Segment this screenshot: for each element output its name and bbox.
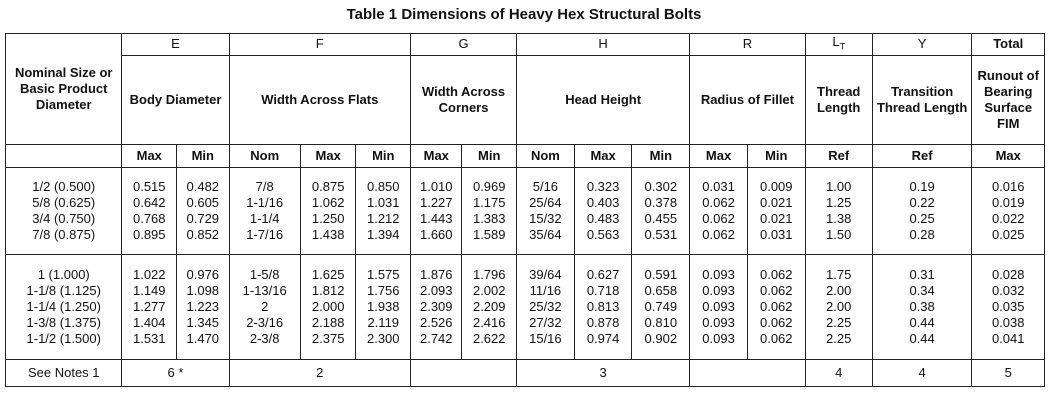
table-cell: 1.938	[366, 298, 400, 314]
table-cell: 0.021	[759, 194, 793, 210]
nominal-size-header: Nominal Size or Basic Product Diameter	[6, 34, 122, 145]
table-cell: 2.742	[419, 330, 453, 346]
table-cell: 2.622	[472, 330, 506, 346]
table-cell: 0.658	[644, 282, 678, 298]
table-cell: 2.093	[419, 282, 453, 298]
notes-y: 4	[872, 359, 972, 386]
table-cell: 0.22	[909, 194, 935, 210]
notes-f: 2	[229, 359, 411, 386]
h-nom-cell	[517, 167, 575, 254]
table-cell: 1.50	[826, 226, 852, 242]
table-body	[6, 34, 1045, 387]
table-cell: 1-3/8 (1.375)	[26, 314, 101, 330]
table-cell: 39/64	[529, 266, 562, 282]
width-across-corners-header: Width Across Corners	[411, 55, 517, 144]
table-cell: 2.25	[826, 330, 852, 346]
table-cell: 2.375	[311, 330, 345, 346]
h-min-cell	[632, 167, 690, 254]
table-cell: 7/8 (0.875)	[32, 226, 96, 242]
h-max-cell	[574, 254, 632, 359]
table-cell: 0.025	[991, 226, 1025, 242]
r-max-cell	[690, 167, 748, 254]
table-cell: 1.38	[826, 210, 852, 226]
table-cell: 1.876	[419, 266, 453, 282]
g-max-cell	[411, 167, 462, 254]
h-max-cell	[574, 167, 632, 254]
table-cell: 0.976	[186, 266, 220, 282]
table-cell: 0.062	[759, 314, 793, 330]
notes-label: See Notes 1	[6, 359, 122, 386]
table-cell: 0.021	[759, 210, 793, 226]
table-cell: 2.000	[311, 298, 345, 314]
table-cell: 0.455	[644, 210, 678, 226]
table-cell: 0.062	[702, 210, 735, 226]
table-cell: 2.188	[311, 314, 345, 330]
table-cell: 1-5/8	[249, 266, 280, 282]
lt-ref-cell	[805, 167, 872, 254]
table-cell: 0.482	[186, 178, 220, 194]
table-cell: 2-3/16	[246, 314, 284, 330]
table-cell: 1.098	[186, 282, 220, 298]
sub-header-h-min: Min	[632, 144, 690, 167]
table-cell: 1-1/2 (1.500)	[26, 330, 101, 346]
sub-header-blank	[6, 144, 122, 167]
sub-header-r-max: Max	[690, 144, 748, 167]
table-cell: 0.062	[759, 298, 793, 314]
table-cell: 0.563	[586, 226, 620, 242]
table-cell: 2.002	[472, 282, 506, 298]
col-letter-r: R	[690, 34, 805, 56]
e-max-cell	[122, 167, 177, 254]
col-letter-y: Y	[872, 34, 972, 56]
table-cell: 0.605	[186, 194, 220, 210]
table-cell: 1.756	[366, 282, 400, 298]
h-nom-cell	[517, 254, 575, 359]
table-cell: 25/64	[529, 194, 562, 210]
table-cell: 1.531	[132, 330, 166, 346]
radius-of-fillet-header: Radius of Fillet	[690, 55, 805, 144]
lt-subscript: T	[839, 41, 846, 52]
table-cell: 0.902	[644, 330, 678, 346]
transition-thread-length-header: Transition Thread Length	[872, 55, 972, 144]
table-cell: 2.526	[419, 314, 453, 330]
table-cell: 0.810	[644, 314, 678, 330]
f-nom-cell	[229, 167, 300, 254]
table-cell: 0.38	[909, 298, 935, 314]
table-cell: 0.813	[586, 298, 620, 314]
runout-header: Runout of Bearing Surface FIM	[972, 55, 1045, 144]
group-1-row	[6, 167, 1045, 254]
table-cell: 1.625	[311, 266, 345, 282]
sub-header-f-max: Max	[300, 144, 356, 167]
e-min-cell	[177, 254, 229, 359]
table-cell: 1.438	[311, 226, 345, 242]
table-cell: 0.749	[644, 298, 678, 314]
table-cell: 1/2 (0.500)	[32, 178, 96, 194]
g-max-cell	[411, 254, 462, 359]
table-cell: 0.323	[586, 178, 620, 194]
table-cell: 2	[261, 298, 269, 314]
header-row-letters	[6, 34, 1045, 56]
table-cell: 35/64	[529, 226, 562, 242]
table-cell: 0.729	[186, 210, 220, 226]
total-max-cell	[972, 254, 1045, 359]
table-cell: 0.032	[991, 282, 1025, 298]
table-cell: 25/32	[529, 298, 562, 314]
r-max-cell	[690, 254, 748, 359]
r-min-cell	[747, 254, 805, 359]
y-ref-cell	[872, 167, 972, 254]
table-cell: 1-1/4	[249, 210, 280, 226]
table-cell: 0.403	[586, 194, 620, 210]
table-cell: 5/16	[532, 178, 559, 194]
notes-row	[6, 359, 1045, 386]
table-cell: 0.515	[132, 178, 166, 194]
table-cell: 1.660	[419, 226, 453, 242]
f-nom-cell	[229, 254, 300, 359]
table-cell: 0.718	[586, 282, 620, 298]
table-cell: 27/32	[529, 314, 562, 330]
y-ref-cell	[872, 254, 972, 359]
table-cell: 2.00	[826, 282, 852, 298]
table-cell: 0.093	[702, 266, 735, 282]
table-cell: 0.44	[909, 330, 935, 346]
table-cell: 11/16	[529, 282, 562, 298]
notes-g	[411, 359, 517, 386]
table-cell: 2.00	[826, 298, 852, 314]
dimensions-table	[5, 33, 1045, 387]
table-cell: 1 (1.000)	[37, 266, 90, 282]
table-cell: 0.035	[991, 298, 1025, 314]
table-cell: 0.093	[702, 330, 735, 346]
table-cell: 0.895	[132, 226, 166, 242]
sub-header-y-ref: Ref	[872, 144, 972, 167]
table-cell: 1.75	[826, 266, 852, 282]
f-min-cell	[356, 254, 411, 359]
notes-e: 6 *	[122, 359, 229, 386]
table-cell: 1.575	[366, 266, 400, 282]
f-max-cell	[300, 167, 356, 254]
table-cell: 0.28	[909, 226, 935, 242]
col-letter-f: F	[229, 34, 411, 56]
e-min-cell	[177, 167, 229, 254]
table-cell: 0.038	[991, 314, 1025, 330]
table-cell: 0.009	[759, 178, 793, 194]
table-cell: 0.031	[702, 178, 735, 194]
table-cell: 0.062	[759, 330, 793, 346]
table-cell: 1.250	[311, 210, 345, 226]
table-cell: 2.300	[366, 330, 400, 346]
table-cell: 2.209	[472, 298, 506, 314]
size-cell	[6, 167, 122, 254]
col-letter-g: G	[411, 34, 517, 56]
sub-header-f-nom: Nom	[229, 144, 300, 167]
table-cell: 1.031	[366, 194, 400, 210]
table-cell: 1.277	[132, 298, 166, 314]
table-cell: 0.768	[132, 210, 166, 226]
table-cell: 1-1/8 (1.125)	[26, 282, 101, 298]
table-cell: 1.00	[826, 178, 852, 194]
table-cell: 1.010	[419, 178, 453, 194]
table-cell: 0.19	[909, 178, 935, 194]
table-cell: 0.022	[991, 210, 1025, 226]
header-row-sub	[6, 144, 1045, 167]
table-cell: 2.119	[367, 314, 400, 330]
sub-header-e-max: Max	[122, 144, 177, 167]
table-cell: 0.093	[702, 314, 735, 330]
table-cell: 1.175	[472, 194, 506, 210]
table-cell: 0.378	[644, 194, 678, 210]
table-cell: 0.093	[702, 298, 735, 314]
table-cell: 0.483	[586, 210, 620, 226]
r-min-cell	[747, 167, 805, 254]
table-cell: 0.531	[644, 226, 678, 242]
table-cell: 1.812	[311, 282, 345, 298]
f-min-cell	[356, 167, 411, 254]
table-cell: 1.223	[186, 298, 220, 314]
h-min-cell	[632, 254, 690, 359]
e-max-cell	[122, 254, 177, 359]
col-letter-lt	[805, 34, 872, 56]
table-cell: 1.022	[132, 266, 166, 282]
lt-letter: L	[832, 34, 840, 49]
table-cell: 0.302	[644, 178, 678, 194]
table-title: Table 1 Dimensions of Heavy Hex Structural Bolts	[346, 6, 702, 23]
body-diameter-header: Body Diameter	[122, 55, 229, 144]
sub-header-total-max: Max	[972, 144, 1045, 167]
table-cell: 1.404	[132, 314, 166, 330]
table-cell: 1.227	[419, 194, 453, 210]
table-cell: 0.878	[586, 314, 620, 330]
table-cell: 2.25	[826, 314, 852, 330]
table-cell: 0.974	[586, 330, 620, 346]
table-cell: 1-13/16	[242, 282, 287, 298]
table-cell: 15/32	[529, 210, 562, 226]
table-cell: 1-1/4 (1.250)	[26, 298, 101, 314]
notes-h: 3	[517, 359, 690, 386]
head-height-header: Head Height	[517, 55, 690, 144]
sub-header-f-min: Min	[356, 144, 411, 167]
table-cell: 1.796	[472, 266, 506, 282]
f-max-cell	[300, 254, 356, 359]
table-cell: 0.031	[759, 226, 793, 242]
notes-total: 5	[972, 359, 1045, 386]
table-cell: 1.149	[132, 282, 166, 298]
table-cell: 1.443	[419, 210, 453, 226]
table-cell: 0.019	[991, 194, 1025, 210]
table-cell: 0.642	[132, 194, 166, 210]
table-cell: 2-3/8	[249, 330, 280, 346]
table-cell: 0.969	[472, 178, 506, 194]
total-max-cell	[972, 167, 1045, 254]
sub-header-lt-ref: Ref	[805, 144, 872, 167]
table-cell: 0.25	[909, 210, 935, 226]
notes-lt: 4	[805, 359, 872, 386]
table-cell: 0.062	[759, 266, 793, 282]
table-cell: 5/8 (0.625)	[32, 194, 96, 210]
table-cell: 0.852	[186, 226, 220, 242]
header-row-descriptions	[6, 55, 1045, 144]
table-cell: 3/4 (0.750)	[32, 210, 96, 226]
table-cell: 7/8	[255, 178, 274, 194]
table-cell: 0.041	[991, 330, 1025, 346]
table-cell: 1.383	[472, 210, 506, 226]
table-cell: 0.875	[311, 178, 345, 194]
thread-length-header: Thread Length	[805, 55, 872, 144]
table-cell: 0.062	[702, 194, 735, 210]
table-cell: 0.627	[586, 266, 620, 282]
g-min-cell	[462, 167, 517, 254]
lt-ref-cell	[805, 254, 872, 359]
sub-header-g-max: Max	[411, 144, 462, 167]
sub-header-r-min: Min	[747, 144, 805, 167]
table-cell: 2.416	[472, 314, 506, 330]
table-cell: 0.062	[759, 282, 793, 298]
table-cell: 0.093	[702, 282, 735, 298]
table-cell: 1.394	[366, 226, 400, 242]
table-cell: 1-1/16	[246, 194, 284, 210]
table-cell: 0.062	[702, 226, 735, 242]
table-cell: 0.028	[991, 266, 1025, 282]
col-letter-e: E	[122, 34, 229, 56]
sub-header-h-nom: Nom	[517, 144, 575, 167]
table-cell: 0.016	[991, 178, 1025, 194]
table-cell: 1.062	[311, 194, 345, 210]
width-across-flats-header: Width Across Flats	[229, 55, 411, 144]
table-cell: 0.31	[909, 266, 935, 282]
table-cell: 0.591	[644, 266, 678, 282]
col-letter-total: Total	[972, 34, 1045, 56]
table-cell: 1-7/16	[246, 226, 284, 242]
sub-header-g-min: Min	[462, 144, 517, 167]
notes-r	[690, 359, 805, 386]
table-cell: 2.309	[419, 298, 453, 314]
table-cell: 1.345	[186, 314, 220, 330]
sub-header-e-min: Min	[177, 144, 229, 167]
table-cell: 1.589	[472, 226, 506, 242]
table-cell: 0.44	[909, 314, 935, 330]
table-cell: 1.212	[366, 210, 400, 226]
sub-header-h-max: Max	[574, 144, 632, 167]
table-cell: 0.850	[366, 178, 400, 194]
table-cell: 1.25	[826, 194, 852, 210]
group-2-row	[6, 254, 1045, 359]
table-cell: 15/16	[529, 330, 562, 346]
table-cell: 1.470	[186, 330, 220, 346]
col-letter-h: H	[517, 34, 690, 56]
g-min-cell	[462, 254, 517, 359]
size-cell	[6, 254, 122, 359]
table-cell: 0.34	[909, 282, 935, 298]
